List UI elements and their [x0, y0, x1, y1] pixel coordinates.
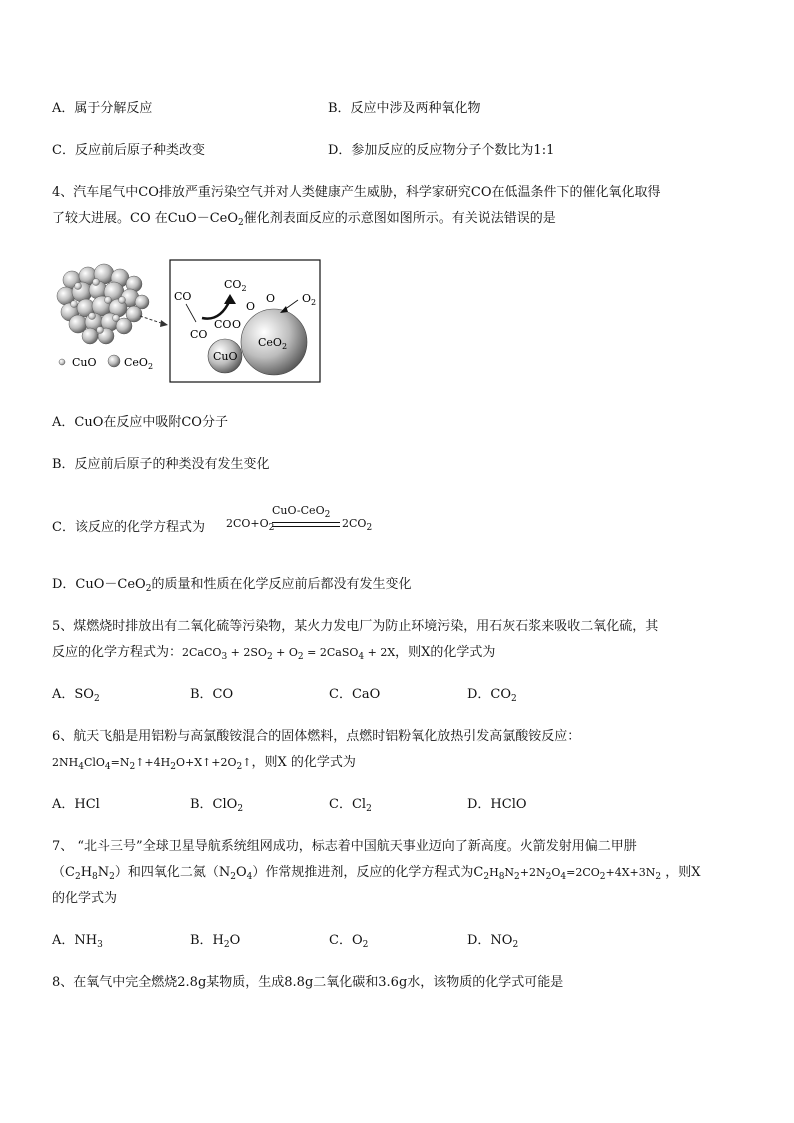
q3-option-b: B．反应中涉及两种氧化物 — [328, 101, 481, 116]
q7-option-c: C．$O_2$ — [329, 933, 369, 950]
q4-option-c-prefix: C．该反应的化学方程式为 — [52, 520, 205, 535]
q4-option-b: B．反应前后原子的种类没有发生变化 — [52, 457, 270, 472]
dashed-arrow-line — [140, 316, 164, 324]
q5-option-c: C．CaO — [329, 687, 381, 702]
q4-option-c-condition: CuO-CeO$_2$ — [272, 504, 331, 520]
q5-equation: 2CaCO$_3$ + $2SO_2 + O_2$ = 2CaSO$_4$ + 2X — [182, 646, 396, 662]
co-pointer-line — [186, 304, 196, 322]
q4-option-d: D．CuO－CeO$_2$的质量和性质在化学反应前后都没有发生变化 — [52, 577, 412, 594]
q6-option-b: B．ClO$_2$ — [190, 797, 244, 814]
q4-option-c-product: $2CO_2$ — [342, 517, 373, 533]
o-label-3: O — [266, 292, 276, 305]
q7-stem-line2: $(C_2H_8N_2)$和四氧化二氮$(N_2O_4)$作常规推进剂，反应的化学方程式为$C_2H_8N_2+2N_2O_4=2CO_2+4X+3N_2$ ，则X — [52, 865, 701, 882]
catalyst-diagram — [52, 258, 322, 384]
o-label-2: O — [246, 300, 256, 313]
q5-stem-line2: 反应的化学方程式为：2CaCO$_3$ + $2SO_2 + O_2$ = 2CaSO$_4$ + 2X，则X的化学式为 — [52, 645, 496, 662]
q8-stem-line1: 8、在氧气中完全燃烧2.8g某物质，生成8.8g二氧化碳和3.6g水，该物质的化学式可能是 — [52, 975, 564, 990]
q4-option-c-equals-sign — [272, 522, 340, 527]
q5-option-b: B．CO — [190, 687, 234, 702]
co-label-1: CO — [174, 290, 192, 303]
q4-option-c-reactants: $2CO+O_2$ — [226, 517, 275, 533]
o2-label: $O_2$ — [302, 292, 317, 307]
cuo-sphere-label: CuO — [213, 350, 238, 363]
legend-cuo-swatch — [59, 359, 65, 365]
o-label-1: O — [232, 318, 242, 331]
legend-cuo-label: CuO — [72, 356, 97, 369]
q3-option-d: D．参加反应的反应物分子个数比为1:1 — [328, 143, 555, 158]
q7-option-d: D．$NO_2$ — [467, 933, 519, 950]
q7-equation: $_2H_8N_2+2N_2O_4=2CO_2+4X+3N_2$ — [483, 866, 662, 882]
q7-option-a: A．$NH_3$ — [52, 933, 103, 950]
q7-option-b: B．$H_2O$ — [190, 933, 241, 950]
catalyst-diagram-svg — [52, 258, 322, 384]
dashed-arrow-head — [160, 320, 168, 327]
q6-stem-line2: $2NH_4ClO_4=N_2↑+4H_2O+X↑+2O_2↑$，则X 的化学式为 — [52, 755, 356, 772]
co-label-2: CO — [190, 328, 208, 341]
q7-stem-line3: 的化学式为 — [52, 891, 118, 906]
q6-option-a: A．HCl — [52, 797, 100, 812]
legend-ceo2-swatch — [108, 355, 120, 367]
co2-label: $CO_2$ — [224, 278, 247, 293]
q6-option-d: D．HClO — [467, 797, 527, 812]
q6-option-c: C．$Cl_2$ — [329, 797, 372, 814]
q5-stem-line1: 5、煤燃烧时排放出有二氧化硫等污染物，某火力发电厂为防止环境污染，用石灰石浆来吸收二氧化硫，其 — [52, 619, 659, 634]
q4-stem-line2: 了较大进展。CO 在CuO－CeO$_2$催化剂表面反应的示意图如图所示。有关说法错误的是 — [52, 211, 556, 228]
particle-cluster — [57, 264, 149, 344]
legend-ceo2-label: CeO$_2$ — [124, 356, 154, 371]
q3-option-a: A．属于分解反应 — [52, 101, 153, 116]
q4-stem-line1: 4、汽车尾气中CO排放严重污染空气并对人类健康产生威胁，科学家研究CO在低温条件下的催化氧化取得 — [52, 185, 661, 200]
co2-release-arrow-head — [224, 294, 236, 304]
q5-option-d: D．$CO_2$ — [467, 687, 517, 704]
q6-equation: $2NH_4ClO_4=N_2↑+4H_2O+X↑+2O_2↑$ — [52, 756, 252, 772]
q7-stem-line1: 7、 “北斗三号”全球卫星导航系统组网成功，标志着中国航天事业迈向了新高度。火箭发射用偏二甲肼 — [52, 839, 637, 854]
q4-option-a: A．CuO在反应中吸附CO分子 — [52, 415, 228, 430]
q6-stem-line1: 6、航天飞船是用铝粉与高氯酸铵混合的固体燃料，点燃时铝粉氧化放热引发高氯酸铵反应： — [52, 729, 581, 744]
q5-option-a: A．$SO_2$ — [52, 687, 100, 704]
ceo2-sphere-label: CeO$_2$ — [258, 336, 288, 351]
co-label-3: CO — [214, 318, 232, 331]
q3-option-c: C．反应前后原子种类改变 — [52, 143, 205, 158]
